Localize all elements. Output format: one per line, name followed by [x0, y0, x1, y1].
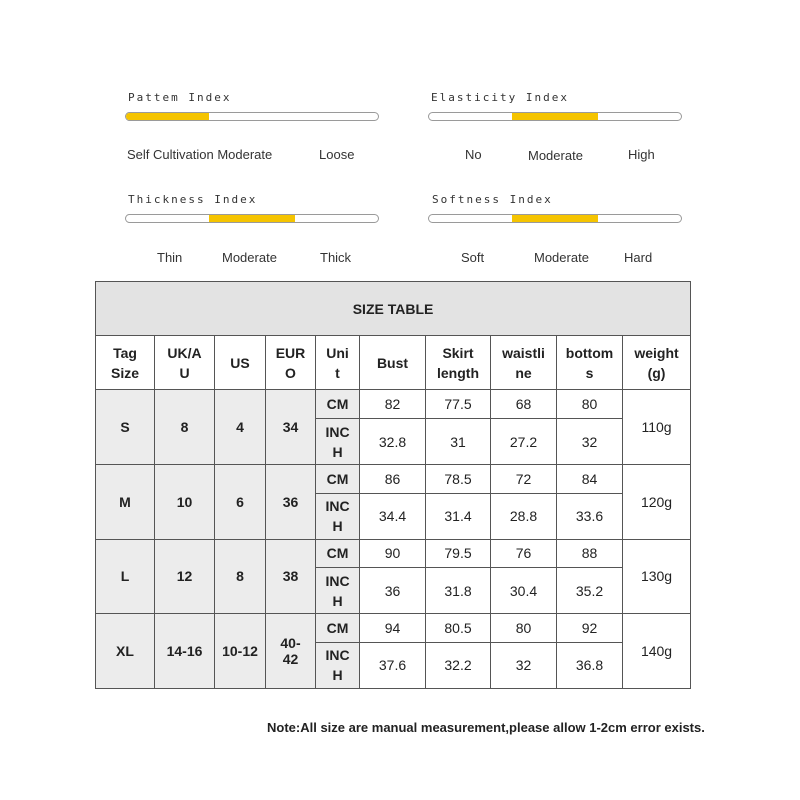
size-s-unit-cm: CM: [316, 390, 360, 419]
size-l-bust-inch: 36: [360, 568, 426, 614]
size-s-bottoms-inch: 32: [557, 419, 623, 465]
size-m-unit-inch: INC H: [316, 493, 360, 539]
size-xl-skirt-inch: 32.2: [426, 642, 491, 688]
size-l-euro: 38: [266, 539, 316, 614]
pattern-label-loose: Loose: [319, 147, 355, 162]
size-m-weight: 120g: [623, 465, 691, 540]
size-l-us: 8: [215, 539, 266, 614]
size-xl-bottoms-inch: 36.8: [557, 642, 623, 688]
size-l-unit-cm: CM: [316, 539, 360, 568]
table-row: [96, 539, 691, 568]
softness-label-soft: Soft: [461, 250, 485, 265]
size-xl-bottoms-cm: 92: [557, 614, 623, 643]
softness-index-fill: [512, 215, 598, 222]
thickness-index-fill: [209, 215, 295, 222]
size-m-uk: 10: [155, 465, 215, 540]
pattern-index-title: Pattem Index: [128, 91, 232, 104]
header-unit: Uni t: [316, 336, 360, 390]
elasticity-index-title: Elasticity Index: [431, 91, 569, 104]
size-table-header-row: [96, 336, 691, 390]
size-s-skirt-cm: 77.5: [426, 390, 491, 419]
size-l-tag: L: [96, 539, 155, 614]
size-m-unit-cm: CM: [316, 465, 360, 494]
size-table-title: SIZE TABLE: [96, 282, 691, 336]
softness-index-bar: [428, 214, 682, 223]
thickness-label-thick: Thick: [320, 250, 352, 265]
size-m-bust-inch: 34.4: [360, 493, 426, 539]
size-xl-us: 10-12: [215, 614, 266, 689]
size-l-bust-cm: 90: [360, 539, 426, 568]
header-skirt-length: Skirt length: [426, 336, 491, 390]
size-s-weight: 110g: [623, 390, 691, 465]
size-l-unit-inch: INC H: [316, 568, 360, 614]
size-m-waist-cm: 72: [491, 465, 557, 494]
size-xl-waist-cm: 80: [491, 614, 557, 643]
size-xl-bust-cm: 94: [360, 614, 426, 643]
size-s-bust-cm: 82: [360, 390, 426, 419]
size-l-bottoms-cm: 88: [557, 539, 623, 568]
size-s-bottoms-cm: 80: [557, 390, 623, 419]
size-s-unit-inch: INC H: [316, 419, 360, 465]
size-xl-uk: 14-16: [155, 614, 215, 689]
size-xl-euro: 40- 42: [266, 614, 316, 689]
header-weight: weight (g): [623, 336, 691, 390]
size-xl-unit-inch: INC H: [316, 642, 360, 688]
size-l-waist-inch: 30.4: [491, 568, 557, 614]
size-l-bottoms-inch: 35.2: [557, 568, 623, 614]
table-row: [96, 614, 691, 643]
size-m-us: 6: [215, 465, 266, 540]
size-m-bottoms-cm: 84: [557, 465, 623, 494]
elasticity-index-fill: [512, 113, 598, 120]
header-bust: Bust: [360, 336, 426, 390]
thickness-label-moderate: Moderate: [222, 250, 277, 265]
size-s-waist-inch: 27.2: [491, 419, 557, 465]
size-xl-weight: 140g: [623, 614, 691, 689]
size-l-skirt-cm: 79.5: [426, 539, 491, 568]
header-waistline: waistli ne: [491, 336, 557, 390]
size-xl-waist-inch: 32: [491, 642, 557, 688]
size-table: [95, 281, 691, 689]
size-l-weight: 130g: [623, 539, 691, 614]
header-uk-au: UK/A U: [155, 336, 215, 390]
size-l-uk: 12: [155, 539, 215, 614]
elasticity-label-moderate: Moderate: [528, 148, 583, 163]
table-row: [96, 465, 691, 494]
elasticity-index-bar: [428, 112, 682, 121]
thickness-index-bar: [125, 214, 379, 223]
size-s-skirt-inch: 31: [426, 419, 491, 465]
elasticity-label-high: High: [628, 147, 655, 162]
size-l-skirt-inch: 31.8: [426, 568, 491, 614]
table-row: [96, 390, 691, 419]
size-xl-bust-inch: 37.6: [360, 642, 426, 688]
size-s-us: 4: [215, 390, 266, 465]
thickness-label-thin: Thin: [157, 250, 183, 265]
size-s-uk: 8: [155, 390, 215, 465]
pattern-index-fill: [126, 113, 209, 120]
pattern-index-bar: [125, 112, 379, 121]
size-l-waist-cm: 76: [491, 539, 557, 568]
softness-label-moderate: Moderate: [534, 250, 589, 265]
elasticity-label-no: No: [465, 147, 482, 162]
size-xl-unit-cm: CM: [316, 614, 360, 643]
size-s-tag: S: [96, 390, 155, 465]
measurement-note: Note:All size are manual measurement,please allow 1-2cm error exists.: [267, 720, 705, 735]
header-tag-size: Tag Size: [96, 336, 155, 390]
size-s-euro: 34: [266, 390, 316, 465]
size-m-bottoms-inch: 33.6: [557, 493, 623, 539]
size-xl-tag: XL: [96, 614, 155, 689]
size-m-skirt-cm: 78.5: [426, 465, 491, 494]
size-s-waist-cm: 68: [491, 390, 557, 419]
size-xl-skirt-cm: 80.5: [426, 614, 491, 643]
thickness-index-title: Thickness Index: [128, 193, 258, 206]
header-euro: EUR O: [266, 336, 316, 390]
softness-label-hard: Hard: [624, 250, 653, 265]
pattern-label-self-cultivation: Self Cultivation Moderate: [127, 147, 273, 162]
size-m-euro: 36: [266, 465, 316, 540]
size-s-bust-inch: 32.8: [360, 419, 426, 465]
softness-index-title: Softness Index: [432, 193, 553, 206]
size-m-skirt-inch: 31.4: [426, 493, 491, 539]
size-m-tag: M: [96, 465, 155, 540]
size-m-waist-inch: 28.8: [491, 493, 557, 539]
header-bottoms: bottom s: [557, 336, 623, 390]
size-m-bust-cm: 86: [360, 465, 426, 494]
header-us: US: [215, 336, 266, 390]
